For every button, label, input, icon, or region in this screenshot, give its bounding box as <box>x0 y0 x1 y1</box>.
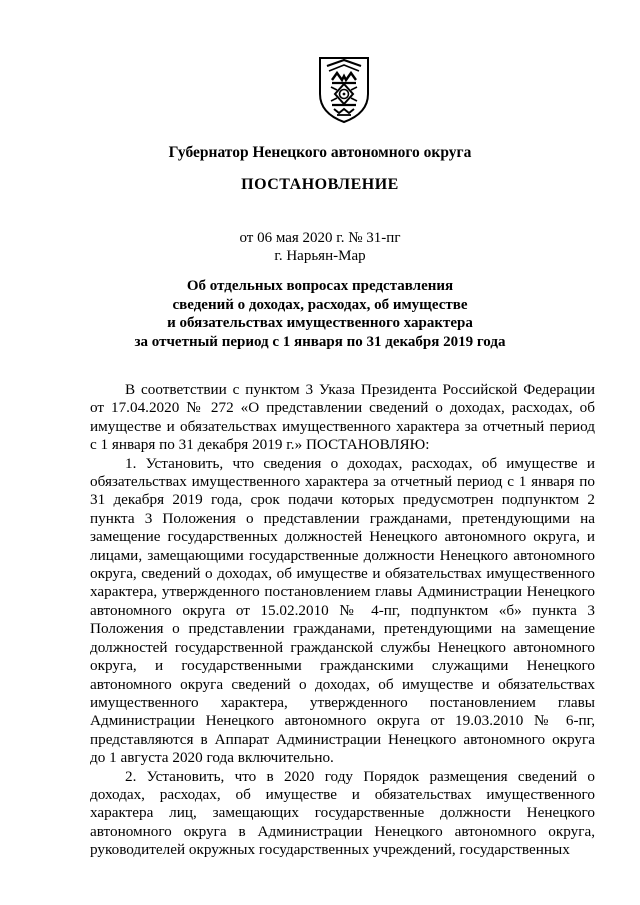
subject-line: и обязательствах имущественного характера <box>167 315 473 331</box>
subject-line: за отчетный период с 1 января по 31 декабря 2019 года <box>134 333 506 350</box>
subject-line: Об отдельных вопросах представления <box>186 278 454 294</box>
subject-line: сведений о доходах, расходах, об имуществе <box>172 296 468 313</box>
document-body <box>90 381 595 860</box>
document-date-number: от 06 мая 2020 г. № 31-пг <box>239 230 401 246</box>
coat-of-arms-icon <box>315 54 373 124</box>
body-paragraph-preamble: В соответствии с пунктом 3 Указа Президента Российской Федерации от 17.04.2020 № 272 «О представлении сведений о доходах, расходах, об имуществе и обязательствах имущественного характера за отчетный период с 1 января по 31 декабря 2019 г.» ПОСТАНОВЛЯЮ: <box>90 381 595 454</box>
body-paragraph-item-2: 2. Установить, что в 2020 году Порядок размещения сведений о доходах, расходах, об имуществе и обязательствах имущественного характера лиц, замещающих государственные должности Ненецкого автономного округа в Администрации Ненецкого автономного округа, руководителей окружных государственных учреждений, государственных <box>90 767 595 859</box>
body-paragraph-item-1: 1. Установить, что сведения о доходах, расходах, об имуществе и обязательствах имущественного характера за отчетный период с 1 января по 31 декабря 2019 года, срок подачи которых предусмотрен подпунктом 2 пункта 3 Положения о представлении гражданами, претендующими на замещение государственных должностей Ненецкого автономного округа, и лицами, замещающими государственные должности Ненецкого автономного округа, сведений о доходах, об имуществе и обязательствах имущественного характера, утвержденного постановлением главы Администрации Ненецкого автономного округа от 15.02.2010 № 4-пг, подпунктом «б» пункта 3 Положения о представлении гражданами, претендующими на замещение должностей государственной гражданской службы Ненецкого автономного округа, и государственными гражданскими служащими Ненецкого автономного округа сведений о доходах, об имуществе и обязательствах имущественного характера, утвержденного постановлением главы Администрации Ненецкого автономного округа от 19.03.2010 № 6-пг, представляются в Аппарат Администрации Ненецкого автономного округа до 1 августа 2020 года включительно. <box>90 454 595 767</box>
document-type: ПОСТАНОВЛЕНИЕ <box>241 176 399 193</box>
document-subject <box>0 277 640 351</box>
document-place: г. Нарьян-Мар <box>274 248 366 264</box>
issuer-title: Губернатор Ненецкого автономного округа <box>168 144 472 161</box>
